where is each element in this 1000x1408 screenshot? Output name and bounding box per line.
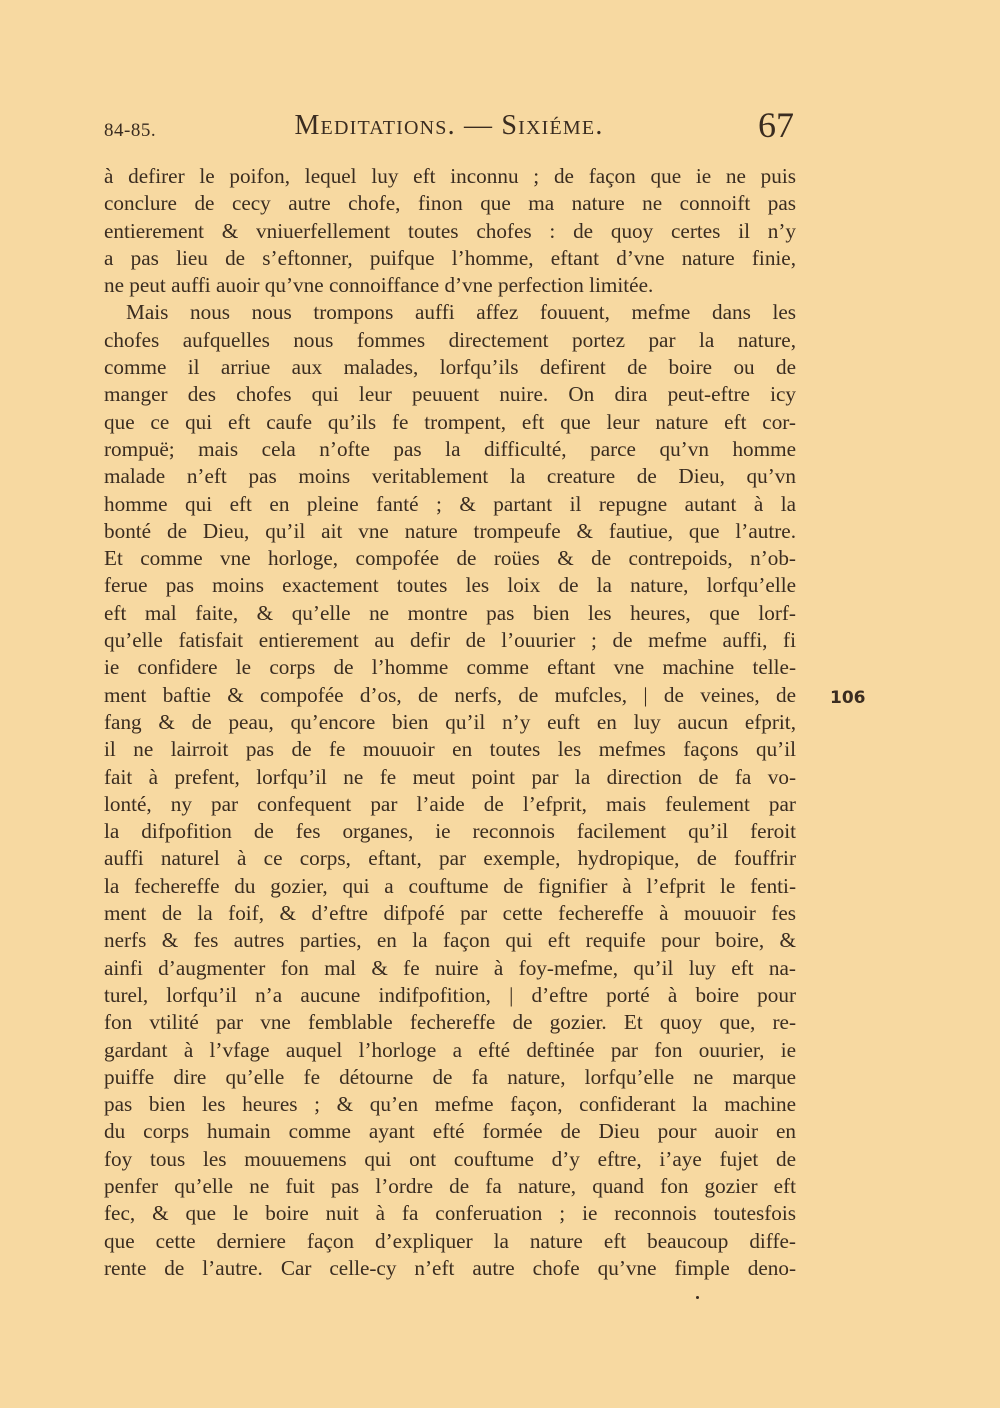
text-line: eft mal faite, & qu’elle ne montre pas bien les heures, que lorf- [104,600,796,625]
text-line: nerfs & fes autres parties, en la façon qui eft requife pour boire, & [104,928,796,953]
ink-dot [696,1296,699,1299]
text-line: qu’elle fatisfait entierement au defir de l’ouurier ; de mefme auffi, fi [104,628,796,653]
text-line: fon vtilité par vne femblable fechereffe de gozier. Et quoy que, re- [104,1010,796,1035]
page-header [104,104,794,154]
text-line: il ne lairroit pas de fe mouuoir en toutes les mefmes façons qu’il [104,737,796,762]
text-line: Mais nous nous trompons auffi affez fouuent, mefme dans les [126,300,796,325]
text-line: à defirer le poifon, lequel luy eft inconnu ; de façon que ie ne puis [104,164,796,188]
text-line: turel, lorfqu’il n’a aucune indifpofition, | d’eftre porté à boire pour [104,982,796,1007]
text-line: que cette derniere façon d’expliquer la nature eft beaucoup diffe- [104,1228,796,1253]
text-line: chofes aufquelles nous fommes directement portez par la nature, [104,327,796,352]
text-line: conclure de cecy autre chofe, finon que ma nature ne connoift pas [104,191,796,216]
text-line: manger des chofes qui leur peuuent nuire. On dira peut-eftre icy [104,382,796,407]
text-line: rente de l’autre. Car celle-cy n’eft autre chofe qu’vne fimple deno- [104,1255,796,1280]
text-line: rompuë; mais cela n’ofte pas la difficulté, parce qu’vn homme [104,436,796,461]
text-line: gardant à l’vfage auquel l’horloge a efté deftinée par fon ouurier, ie [104,1037,796,1062]
text-line: ment de la foif, & d’eftre difpofé par cette fechereffe à mouuoir fes [104,901,796,926]
page-number: 67 [758,105,794,145]
text-line: fait à prefent, lorfqu’il ne fe meut point par la direction de fa vo- [104,764,796,789]
folio-reference: 84-85. [104,120,157,141]
text-line: Et comme vne horloge, compofée de roües & de contrepoids, n’ob- [104,546,796,571]
text-line: du corps humain comme ayant efté formée de Dieu pour auoir en [104,1119,796,1144]
margin-page-reference: 106 [830,688,866,708]
text-line: que ce qui eft caufe qu’ils fe trompent, eft que leur nature eft cor- [104,409,796,434]
text-line: auffi naturel à ce corps, eftant, par exemple, hydropique, de fouffrir [104,846,796,871]
text-line: fec, & que le boire nuit à fa conferuation ; ie reconnois toutesfois [104,1201,796,1226]
text-line: bonté de Dieu, qu’il ait vne nature trompeufe & fautiue, que l’autre. [104,518,796,543]
text-line: lonté, ny par confequent par l’aide de l’efprit, mais feulement par [104,791,796,816]
text-line: ainfi d’augmenter fon mal & fe nuire à foy-mefme, qu’il luy eft na- [104,955,796,980]
text-line: la fechereffe du gozier, qui a couftume de fignifier à l’efprit le fenti- [104,873,796,898]
text-line: pas bien les heures ; & qu’en mefme façon, confiderant la machine [104,1092,796,1117]
text-line: ferue pas moins exactement toutes les loix de la nature, lorfqu’elle [104,573,796,598]
text-line: puiffe dire qu’elle fe détourne de fa nature, lorfqu’elle ne marque [104,1064,796,1089]
text-line: comme il arriue aux malades, lorfqu’ils defirent de boire ou de [104,355,796,380]
text-line: a pas lieu de s’eftonner, puifque l’homme, eftant d’vne nature finie, [104,245,796,270]
body-text [104,163,796,1282]
text-line: penfer qu’elle ne fuit pas l’ordre de fa nature, quand fon gozier eft [104,1173,796,1198]
text-line: entierement & vniuerfellement toutes chofes : de quoy certes il n’y [104,218,796,243]
running-title: Meditations. — Sixiéme. [294,110,604,141]
text-line: ne peut auffi auoir qu’vne connoiffance d’vne perfection limitée. [104,273,654,298]
text-line: homme qui eft en pleine fanté ; & partant il repugne autant à la [104,491,796,516]
text-line: foy tous les mouuemens qui ont couftume d’y eftre, i’aye fujet de [104,1146,796,1171]
text-line: la difpofition de fes organes, ie reconnois facilement qu’il feroit [104,819,796,844]
text-line: fang & de peau, qu’encore bien qu’il n’y euft en luy aucun efprit, [104,709,796,734]
text-line: malade n’eft pas moins veritablement la creature de Dieu, qu’vn [104,464,796,489]
text-line: ment baftie & compofée d’os, de nerfs, de mufcles, | de veines, de [104,682,796,707]
text-line: ie confidere le corps de l’homme comme eftant vne machine telle- [104,655,796,680]
